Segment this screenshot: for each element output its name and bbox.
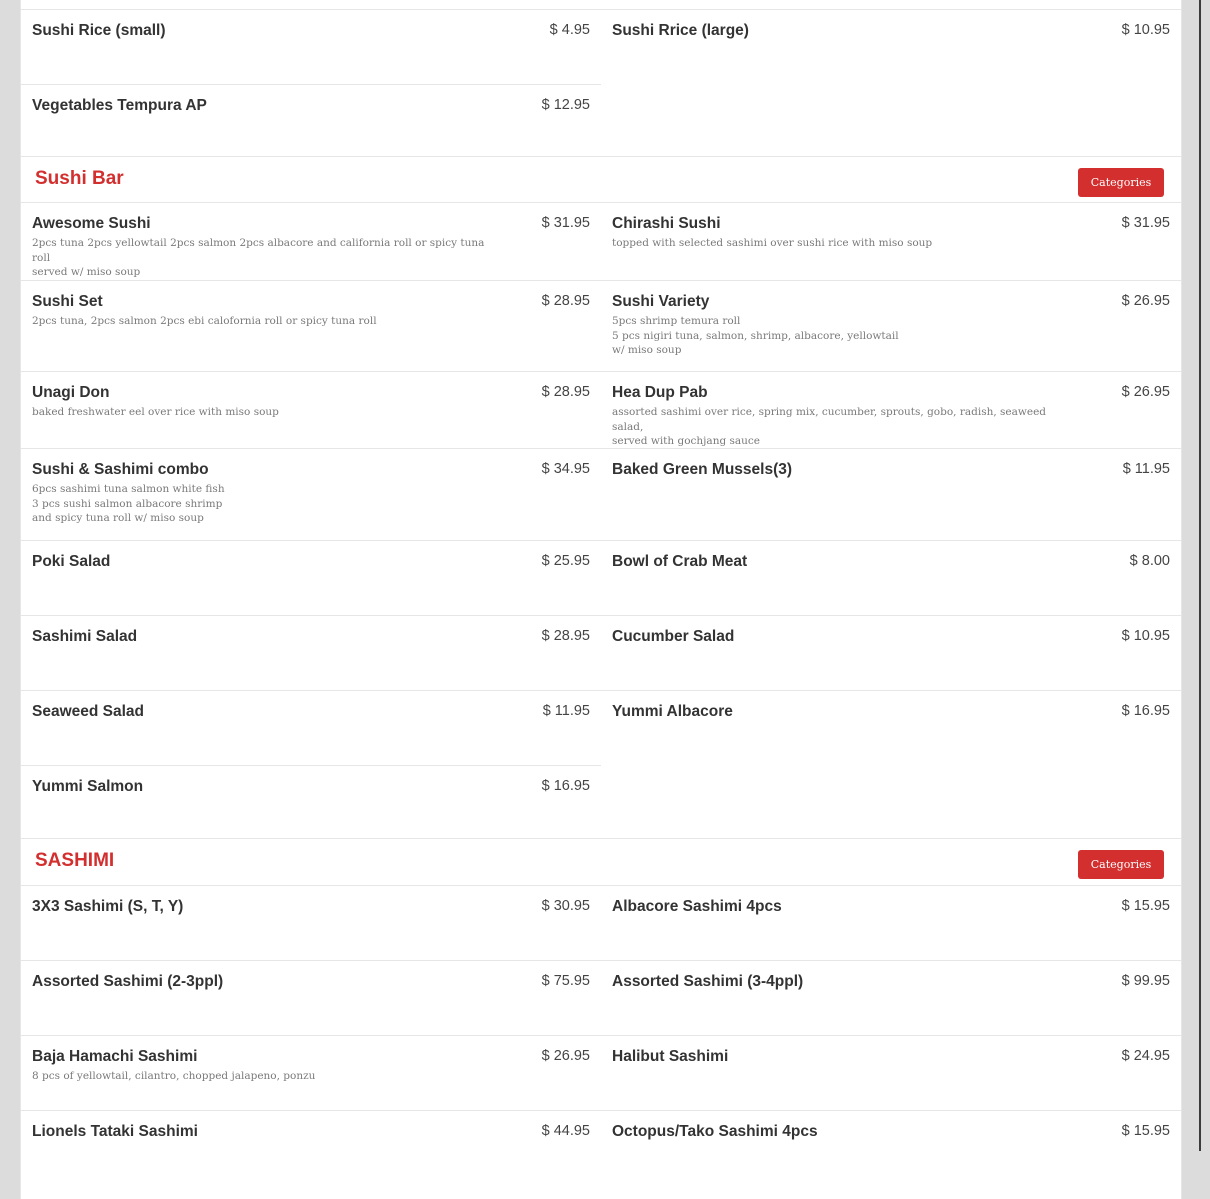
- divider: [21, 1035, 1181, 1036]
- menu-page: [20, 0, 1182, 1199]
- menu-item-price: $ 10.95: [1121, 628, 1170, 644]
- menu-item[interactable]: [32, 703, 590, 763]
- divider: [21, 615, 1181, 616]
- menu-item-name: Sushi & Sashimi combo: [32, 461, 209, 478]
- menu-item-price: $ 26.95: [1121, 293, 1170, 309]
- menu-item-description: assorted sashimi over rice, spring mix, cucumber, sprouts, gobo, radish, seaweed salad, served with gochjang sauce: [612, 406, 1047, 448]
- menu-item-price: $ 31.95: [1121, 215, 1170, 231]
- menu-item-name: Assorted Sashimi (3-4ppl): [612, 973, 804, 990]
- menu-item[interactable]: [32, 1048, 590, 1108]
- menu-item-description: 5pcs shrimp temura roll 5 pcs nigiri tuna, salmon, shrimp, albacore, yellowtail w/ miso soup: [612, 315, 899, 357]
- menu-item-name: Bowl of Crab Meat: [612, 553, 748, 570]
- window-edge: [1199, 0, 1201, 1151]
- menu-item-price: $ 25.95: [541, 553, 590, 569]
- menu-item-description: baked freshwater eel over rice with miso soup: [32, 406, 279, 418]
- menu-item-name: Sushi Set: [32, 293, 103, 310]
- menu-item-name: Baja Hamachi Sashimi: [32, 1048, 198, 1065]
- menu-item-name: Unagi Don: [32, 384, 110, 401]
- menu-item-name: Albacore Sashimi 4pcs: [612, 898, 782, 915]
- divider: [21, 9, 1181, 10]
- menu-item-price: $ 11.95: [1122, 461, 1170, 477]
- menu-item-description: 2pcs tuna, 2pcs salmon 2pcs ebi calofornia roll or spicy tuna roll: [32, 315, 377, 327]
- menu-item[interactable]: [612, 384, 1170, 448]
- menu-item-name: Sushi Rice (small): [32, 22, 166, 39]
- menu-item-name: Assorted Sashimi (2-3ppl): [32, 973, 224, 990]
- menu-item[interactable]: [32, 461, 590, 525]
- menu-item-name: Yummi Salmon: [32, 778, 144, 795]
- menu-item-price: $ 26.95: [541, 1048, 590, 1064]
- menu-item[interactable]: [612, 461, 1170, 521]
- menu-item[interactable]: [32, 97, 590, 157]
- menu-item-name: Sashimi Salad: [32, 628, 138, 645]
- menu-item-price: $ 30.95: [541, 898, 590, 914]
- menu-item-description: 2pcs tuna 2pcs yellowtail 2pcs salmon 2pcs albacore and california roll or spicy tuna roll served w/ miso soup: [32, 237, 485, 279]
- menu-item[interactable]: [612, 973, 1170, 1033]
- menu-item-name: Hea Dup Pab: [612, 384, 708, 401]
- menu-item[interactable]: [32, 898, 590, 958]
- section-title: Sushi Bar: [35, 168, 124, 189]
- divider: [21, 280, 1181, 281]
- divider: [21, 448, 1181, 449]
- menu-item-description: 6pcs sashimi tuna salmon white fish 3 pcs sushi salmon albacore shrimp and spicy tuna roll w/ miso soup: [32, 483, 225, 525]
- divider: [21, 1110, 1181, 1111]
- menu-item[interactable]: [32, 22, 590, 82]
- menu-item-price: $ 8.00: [1129, 553, 1170, 569]
- menu-item-price: $ 34.95: [541, 461, 590, 477]
- menu-item[interactable]: [612, 898, 1170, 958]
- menu-item-name: Seaweed Salad: [32, 703, 145, 720]
- menu-item-name: Chirashi Sushi: [612, 215, 721, 232]
- menu-item[interactable]: [32, 384, 590, 444]
- menu-item-price: $ 10.95: [1121, 22, 1170, 38]
- menu-item-description: topped with selected sashimi over sushi rice with miso soup: [612, 237, 933, 249]
- menu-item-price: $ 26.95: [1121, 384, 1170, 400]
- menu-item-name: Yummi Albacore: [612, 703, 733, 720]
- menu-item[interactable]: [612, 553, 1170, 613]
- menu-item[interactable]: [32, 973, 590, 1033]
- menu-item-price: $ 99.95: [1121, 973, 1170, 989]
- menu-item[interactable]: [612, 22, 1170, 82]
- menu-item-price: $ 31.95: [541, 215, 590, 231]
- menu-item-name: Poki Salad: [32, 553, 111, 570]
- menu-item[interactable]: [612, 293, 1170, 357]
- menu-item[interactable]: [612, 1048, 1170, 1108]
- divider: [21, 84, 601, 85]
- menu-item[interactable]: [612, 703, 1170, 763]
- menu-item-price: $ 12.95: [541, 97, 590, 113]
- divider: [21, 371, 1181, 372]
- menu-item[interactable]: [32, 293, 590, 353]
- menu-item-name: Baked Green Mussels(3): [612, 461, 793, 478]
- menu-item[interactable]: [32, 215, 590, 279]
- menu-item-name: Vegetables Tempura AP: [32, 97, 207, 114]
- menu-item-name: Halibut Sashimi: [612, 1048, 729, 1065]
- menu-item-price: $ 28.95: [541, 384, 590, 400]
- menu-item[interactable]: [32, 1123, 590, 1183]
- menu-item-price: $ 28.95: [541, 628, 590, 644]
- divider: [21, 838, 1181, 839]
- divider: [21, 690, 1181, 691]
- divider: [21, 156, 1181, 157]
- menu-item-price: $ 75.95: [541, 973, 590, 989]
- menu-item-price: $ 11.95: [542, 703, 590, 719]
- menu-item[interactable]: [32, 553, 590, 613]
- divider: [21, 202, 1181, 203]
- divider: [21, 885, 1181, 886]
- menu-item[interactable]: [32, 628, 590, 688]
- menu-item-price: $ 24.95: [1121, 1048, 1170, 1064]
- menu-item-price: $ 15.95: [1121, 1123, 1170, 1139]
- menu-item-price: $ 16.95: [541, 778, 590, 794]
- menu-item[interactable]: [612, 215, 1170, 275]
- categories-button[interactable]: Categories: [1078, 850, 1164, 879]
- divider: [21, 960, 1181, 961]
- menu-item-name: Cucumber Salad: [612, 628, 735, 645]
- menu-item-description: 8 pcs of yellowtail, cilantro, chopped jalapeno, ponzu: [32, 1070, 316, 1082]
- menu-item[interactable]: [32, 778, 590, 838]
- section-title: SASHIMI: [35, 850, 115, 871]
- menu-item[interactable]: [612, 1123, 1170, 1183]
- menu-item[interactable]: [612, 628, 1170, 688]
- menu-item-name: Sushi Rrice (large): [612, 22, 749, 39]
- divider: [21, 765, 601, 766]
- menu-item-price: $ 4.95: [549, 22, 590, 38]
- menu-item-name: Awesome Sushi: [32, 215, 151, 232]
- menu-item-price: $ 15.95: [1121, 898, 1170, 914]
- menu-item-name: Octopus/Tako Sashimi 4pcs: [612, 1123, 818, 1140]
- menu-item-price: $ 28.95: [541, 293, 590, 309]
- menu-item-price: $ 44.95: [541, 1123, 590, 1139]
- categories-button[interactable]: Categories: [1078, 168, 1164, 197]
- menu-item-name: Sushi Variety: [612, 293, 710, 310]
- menu-item-name: Lionels Tataki Sashimi: [32, 1123, 198, 1140]
- menu-item-price: $ 16.95: [1121, 703, 1170, 719]
- menu-item-name: 3X3 Sashimi (S, T, Y): [32, 898, 184, 915]
- divider: [21, 540, 1181, 541]
